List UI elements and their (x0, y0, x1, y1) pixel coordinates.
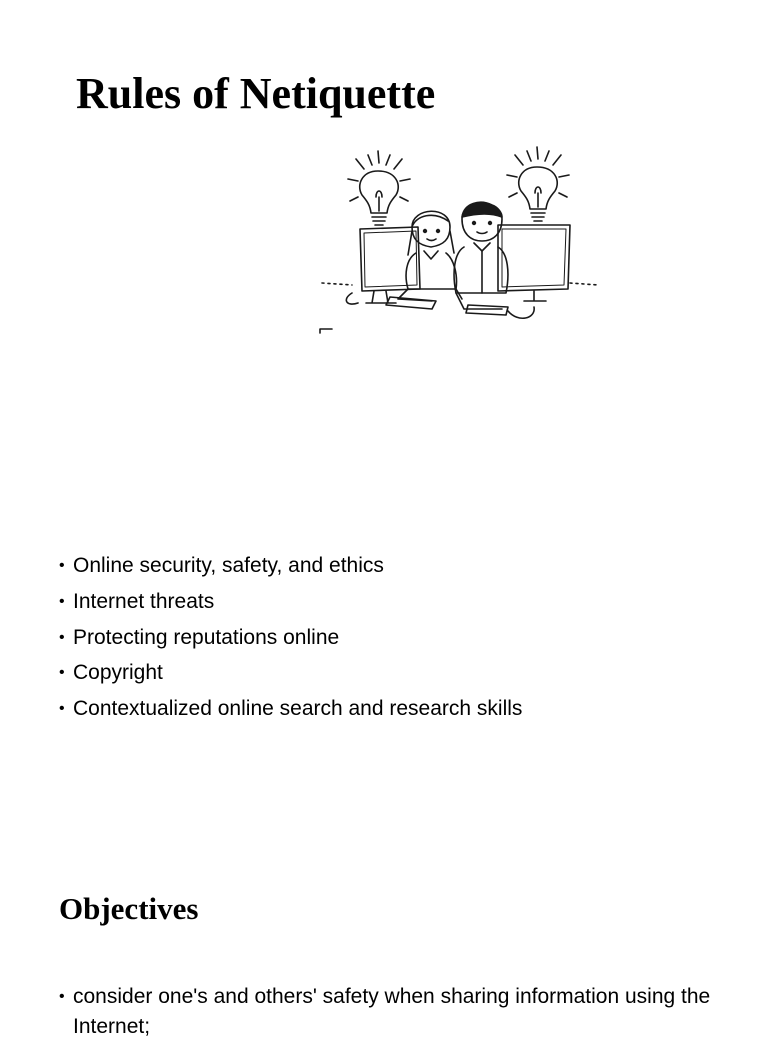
list-item: • Copyright (59, 661, 163, 685)
lightbulb-icon (507, 147, 569, 221)
list-item: • consider one's and others' safety when sharing information using the Internet; (59, 985, 711, 1038)
section-heading-objectives: Objectives (59, 891, 199, 926)
list-item: • Protecting reputations online (59, 625, 340, 649)
list-item: • Contextualized online search and research skills (59, 697, 523, 721)
monitor-icon (498, 225, 570, 301)
students-at-computers-illustration (312, 143, 602, 333)
objectives-list (58, 982, 748, 1042)
topic-list (58, 548, 522, 727)
page-title: Rules of Netiquette (76, 69, 436, 118)
list-item: • Online security, safety, and ethics (59, 554, 384, 577)
list-item: • Internet threats (59, 589, 215, 613)
lightbulb-icon (348, 151, 410, 225)
girl-figure (398, 211, 462, 301)
boy-figure (454, 202, 508, 309)
